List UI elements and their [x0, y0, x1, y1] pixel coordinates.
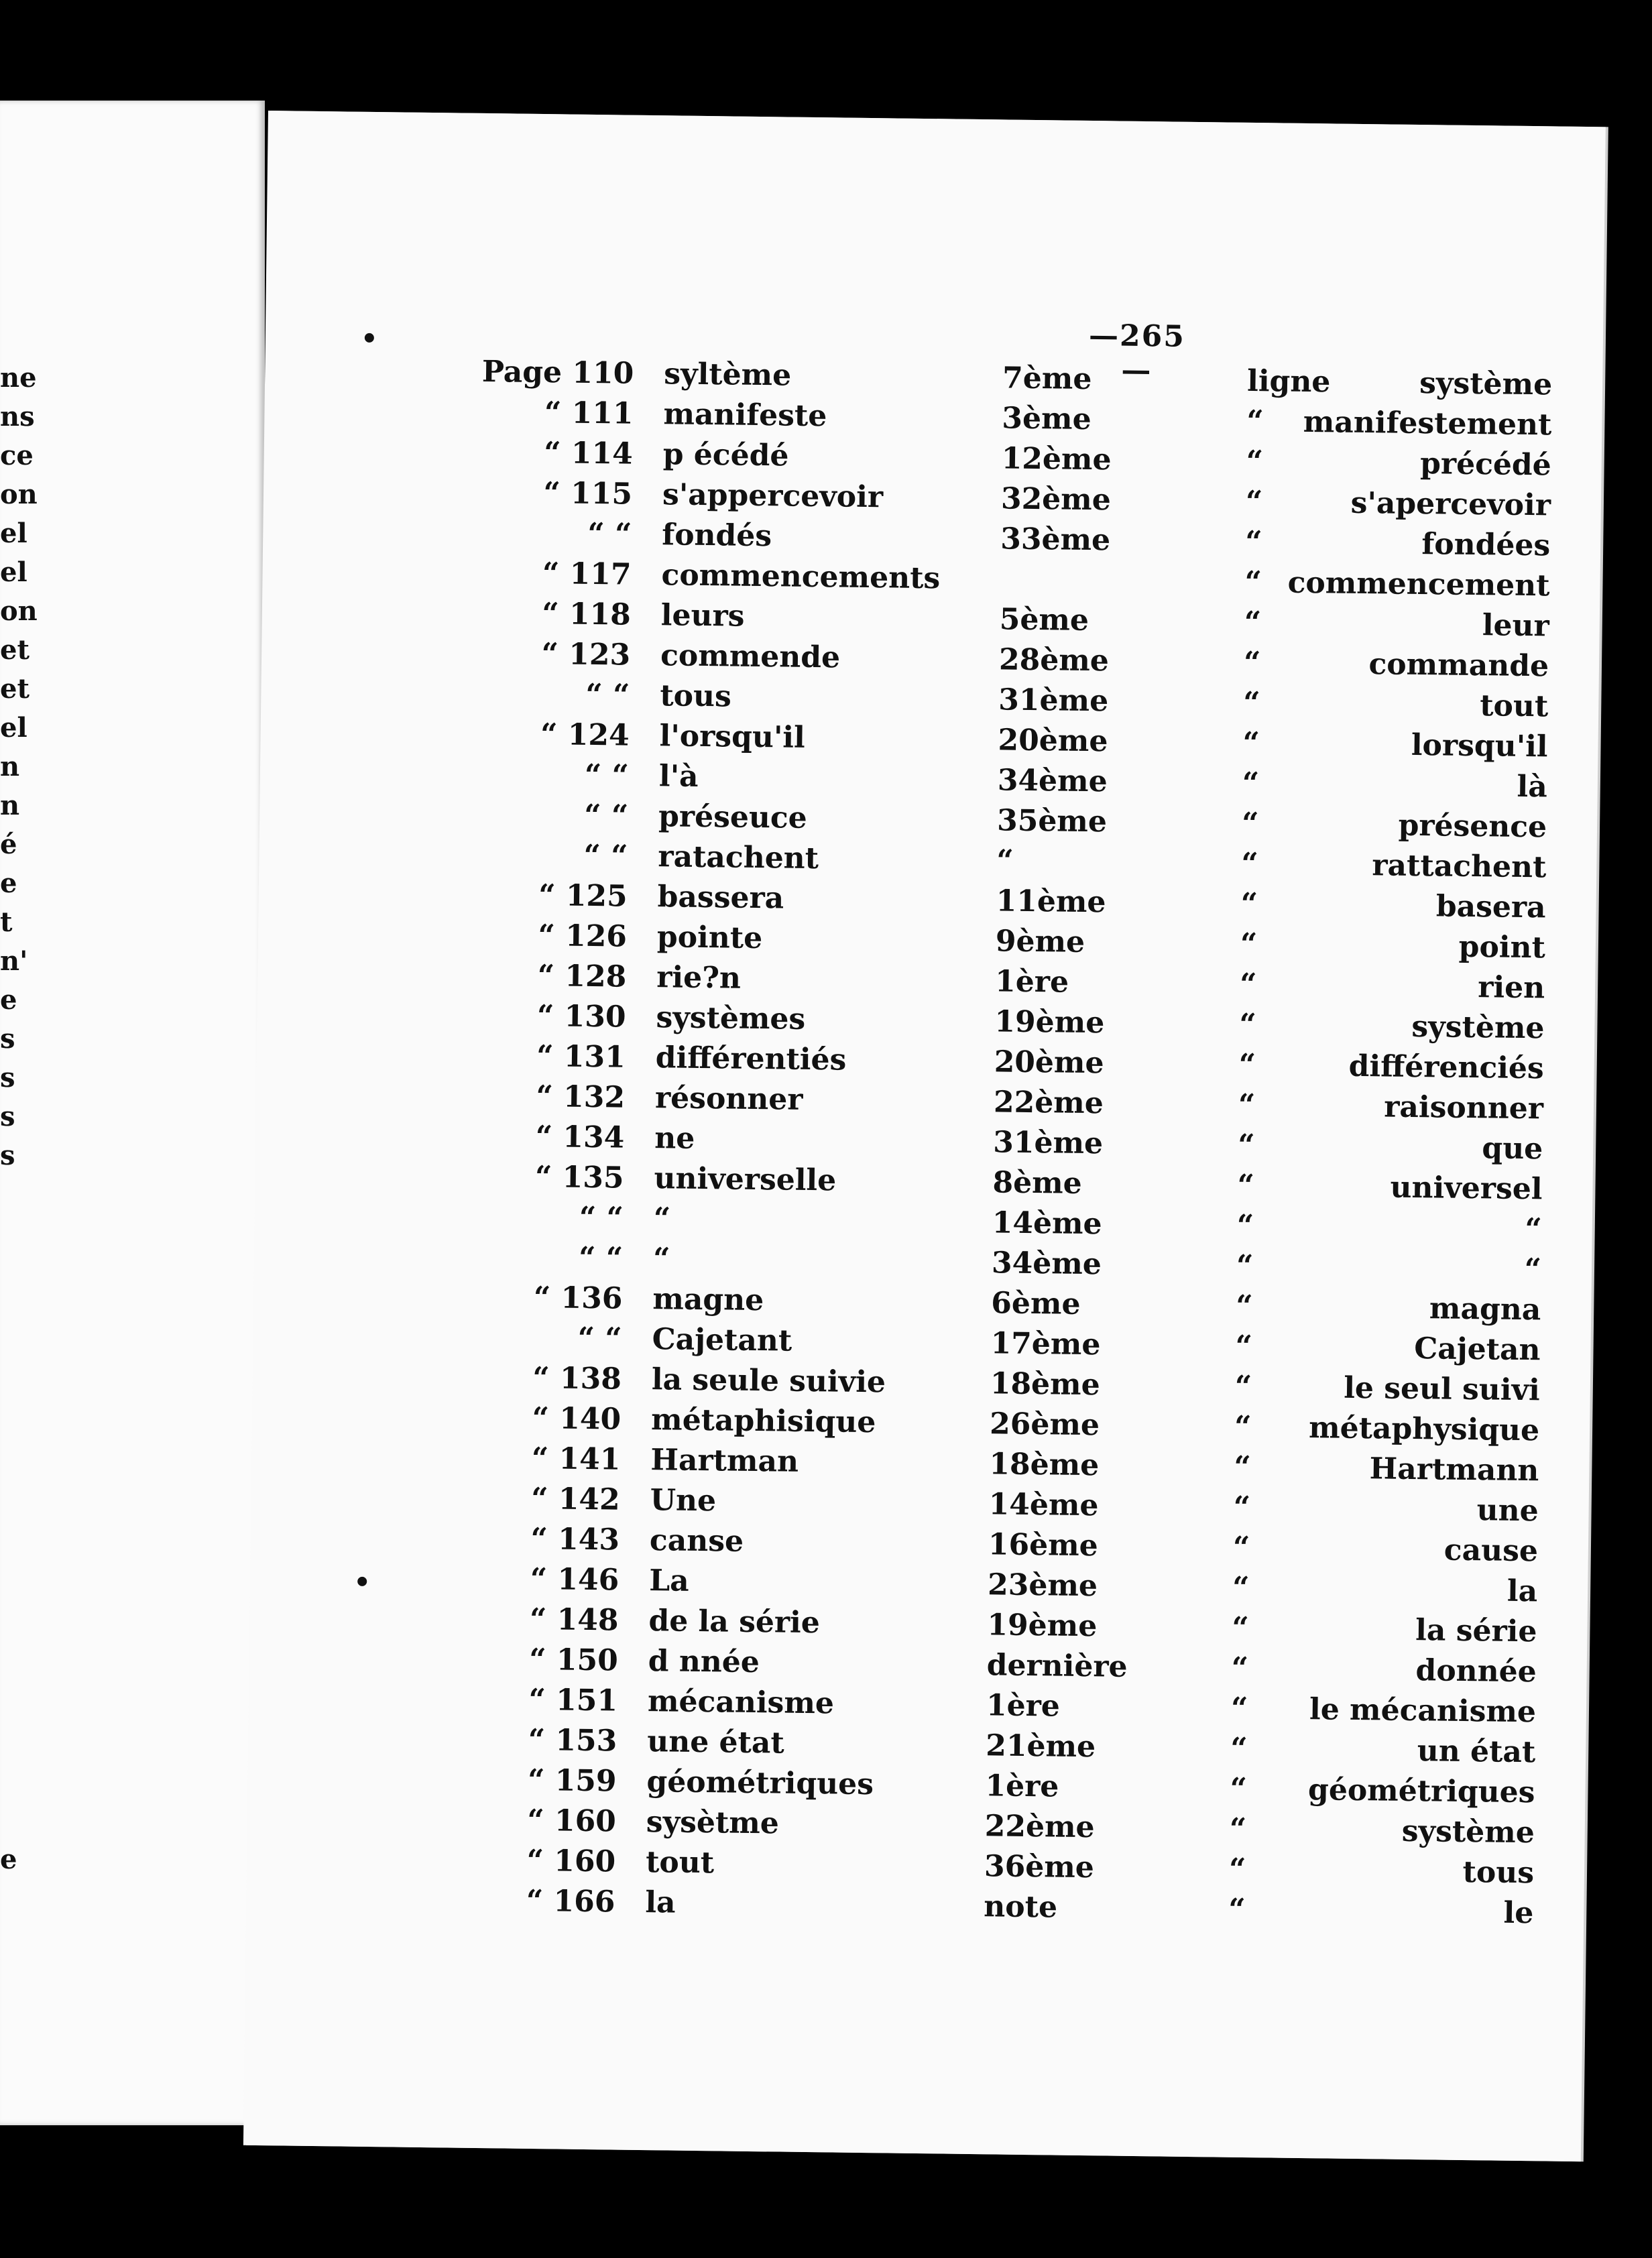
errata-correction: “	[1525, 1212, 1543, 1247]
errata-wrong-word: rie?n	[656, 960, 742, 996]
errata-line-position: 16ème	[988, 1527, 1099, 1563]
errata-ligne-marker: “	[1232, 1530, 1250, 1565]
errata-line-position: 6ème	[991, 1286, 1081, 1321]
errata-line-position: 22ème	[993, 1085, 1104, 1121]
errata-page-ref: “ 143	[530, 1521, 620, 1557]
errata-page-ref: “ 128	[537, 959, 627, 994]
errata-correction: la série	[1415, 1613, 1537, 1649]
errata-page-ref: “ 130	[536, 999, 626, 1034]
errata-correction: un état	[1417, 1734, 1536, 1770]
errata-page-ref: Page 110	[481, 354, 634, 391]
errata-line-position: 11ème	[996, 884, 1106, 920]
errata-correction: rattachent	[1372, 848, 1547, 885]
errata-page-ref: “ “	[579, 1200, 624, 1236]
errata-correction: système	[1401, 1814, 1535, 1850]
errata-page-ref: “ 153	[528, 1722, 617, 1759]
errata-page-ref: “ 114	[543, 436, 634, 471]
errata-correction: le	[1503, 1895, 1534, 1931]
errata-correction: “	[1524, 1252, 1542, 1287]
errata-wrong-word: mécanisme	[647, 1684, 835, 1721]
errata-page-ref: “ “	[585, 677, 630, 713]
errata-ligne-marker: “	[1231, 1651, 1249, 1686]
errata-page-ref: “ 142	[530, 1481, 621, 1517]
errata-line-position: note	[984, 1889, 1058, 1925]
errata-wrong-word: ratachent	[658, 839, 819, 876]
errata-ligne-marker: “	[1237, 1168, 1255, 1203]
left-page-fragment: s	[0, 1023, 15, 1055]
errata-page-ref: “ 148	[529, 1602, 619, 1638]
errata-line-position: 19ème	[987, 1608, 1098, 1644]
errata-page-ref: “ 166	[526, 1883, 615, 1919]
errata-wrong-word: Hartman	[650, 1443, 799, 1479]
left-page-fragment: el	[0, 518, 27, 549]
errata-line-position: 1ère	[986, 1688, 1061, 1724]
errata-ligne-marker: “	[1234, 1409, 1252, 1445]
errata-wrong-word: universelle	[654, 1161, 837, 1198]
left-page-fragment: on	[0, 479, 38, 510]
errata-wrong-word: fondés	[662, 518, 772, 554]
errata-wrong-word: s'appercevoir	[662, 477, 884, 515]
left-page-fragment: ce	[0, 440, 34, 471]
errata-correction: une	[1476, 1493, 1539, 1529]
errata-ligne-marker: “	[1245, 484, 1263, 520]
left-page-fragment: ns	[0, 401, 35, 432]
errata-correction: géométriques	[1307, 1773, 1535, 1810]
errata-correction: tous	[1462, 1854, 1535, 1891]
errata-page-ref: “ “	[583, 798, 629, 833]
errata-ligne-marker: ligne	[1246, 363, 1331, 400]
errata-line-position: 21ème	[985, 1728, 1096, 1765]
errata-correction: Hartmann	[1369, 1451, 1539, 1488]
errata-ligne-marker: “	[1236, 1208, 1254, 1244]
errata-page-ref: “ 132	[536, 1079, 626, 1115]
margin-dot	[357, 1577, 367, 1586]
errata-line-position: “	[996, 843, 1014, 878]
errata-correction: rien	[1477, 970, 1545, 1006]
errata-page-ref: “ 126	[538, 918, 628, 954]
errata-line-position: 31ème	[992, 1125, 1104, 1161]
errata-correction: commencement	[1287, 565, 1550, 603]
left-page-fragment: et	[0, 634, 30, 666]
errata-wrong-word: ne	[654, 1121, 695, 1156]
errata-page-ref: “ 141	[531, 1441, 621, 1477]
errata-line-position: 18ème	[990, 1366, 1100, 1403]
errata-wrong-word: Cajetant	[652, 1322, 792, 1358]
errata-ligne-marker: “	[1230, 1691, 1248, 1726]
errata-ligne-marker: “	[1240, 927, 1258, 962]
errata-ligne-marker: “	[1243, 645, 1261, 680]
errata-page-ref: “ 134	[535, 1119, 625, 1155]
errata-page-ref: “ 160	[527, 1803, 617, 1839]
errata-line-position: 20ème	[994, 1045, 1104, 1081]
errata-wrong-word: sysètme	[646, 1805, 780, 1841]
errata-ligne-marker: “	[1237, 1128, 1255, 1163]
errata-ligne-marker: “	[1246, 444, 1264, 479]
errata-page-ref: “ 151	[528, 1682, 618, 1718]
errata-ligne-marker: “	[1230, 1771, 1248, 1807]
errata-ligne-marker: “	[1228, 1852, 1246, 1887]
errata-ligne-marker: “	[1244, 605, 1262, 640]
left-page-fragment: n	[0, 790, 20, 821]
errata-wrong-word: géométriques	[646, 1765, 874, 1802]
errata-line-position: 9ème	[995, 924, 1085, 959]
errata-page-ref: “ “	[578, 1240, 624, 1276]
errata-line-position: 20ème	[998, 723, 1108, 759]
errata-line-position: 14ème	[988, 1487, 1099, 1523]
errata-wrong-word: manifeste	[663, 397, 827, 434]
errata-line-position: 33ème	[1000, 522, 1111, 558]
errata-line-position: 23ème	[987, 1567, 1098, 1604]
left-page-fragment: el	[0, 712, 27, 744]
errata-wrong-word: l'orsqu'il	[659, 719, 806, 755]
errata-ligne-marker: “	[1239, 1007, 1257, 1043]
errata-ligne-marker: “	[1236, 1248, 1254, 1284]
errata-page-ref: “ 115	[543, 476, 633, 512]
errata-wrong-word: pointe	[656, 920, 763, 956]
left-page-fragment: s	[0, 1101, 15, 1132]
errata-page-ref: “ 125	[538, 878, 628, 914]
errata-wrong-word: différentiés	[655, 1041, 847, 1077]
errata-line-position: 28ème	[998, 642, 1110, 678]
errata-ligne-marker: “	[1243, 685, 1260, 721]
errata-page-ref: “ 118	[542, 597, 632, 632]
errata-line-position: 32ème	[1000, 481, 1112, 518]
errata-ligne-marker: “	[1229, 1811, 1247, 1847]
errata-wrong-word: bassera	[657, 880, 784, 916]
errata-ligne-marker: “	[1233, 1490, 1251, 1525]
errata-correction: le mécanisme	[1309, 1692, 1537, 1730]
errata-page-ref: “ 138	[532, 1360, 622, 1397]
errata-page-ref: “ 124	[540, 717, 630, 753]
right-page	[243, 111, 1606, 2161]
left-page-fragment: s	[0, 1140, 15, 1171]
errata-correction: manifestement	[1303, 404, 1552, 442]
errata-ligne-marker: “	[1240, 886, 1258, 922]
errata-line-position: 3ème	[1002, 401, 1092, 437]
errata-wrong-word: tous	[660, 678, 732, 714]
errata-wrong-word: métaphisique	[650, 1403, 876, 1440]
errata-line-position: 22ème	[984, 1809, 1095, 1845]
errata-page-ref: “ “	[577, 1321, 622, 1356]
errata-correction: Cajetan	[1413, 1331, 1541, 1368]
errata-wrong-word: commende	[660, 638, 841, 675]
errata-wrong-word: de la série	[648, 1604, 821, 1641]
errata-page-ref: “ 135	[534, 1159, 624, 1195]
errata-ligne-marker: “	[1232, 1610, 1250, 1646]
errata-wrong-word: résonner	[654, 1081, 803, 1117]
errata-page-ref: “ 146	[530, 1561, 620, 1598]
errata-line-position: 34ème	[997, 763, 1108, 799]
errata-line-position: 1ère	[985, 1769, 1059, 1804]
errata-wrong-word: La	[648, 1563, 690, 1598]
errata-correction: précédé	[1419, 447, 1551, 483]
errata-correction: différenciés	[1348, 1049, 1544, 1086]
errata-page-ref: “ 150	[529, 1642, 619, 1678]
left-page-fragment: s	[0, 1062, 15, 1093]
errata-correction: fondées	[1421, 527, 1551, 563]
errata-correction: métaphysique	[1308, 1411, 1540, 1448]
errata-page-ref: “ 136	[533, 1280, 623, 1316]
errata-correction: que	[1482, 1131, 1543, 1167]
errata-line-position: 31ème	[998, 682, 1109, 719]
errata-ligne-marker: “	[1232, 1570, 1250, 1606]
margin-dot	[365, 333, 374, 343]
errata-line-position: 14ème	[992, 1205, 1102, 1242]
errata-wrong-word: “	[652, 1242, 670, 1276]
errata-page-ref: “ “	[587, 516, 632, 552]
errata-wrong-word: préseuce	[658, 799, 807, 835]
errata-line-position: 8ème	[992, 1165, 1083, 1201]
errata-page-ref: “ 123	[541, 637, 631, 672]
errata-line-position: 34ème	[991, 1246, 1102, 1282]
errata-correction: magna	[1429, 1291, 1541, 1327]
left-page-fragment: n'	[0, 945, 28, 977]
left-page-fragment: ne	[0, 362, 37, 394]
errata-ligne-marker: “	[1236, 1289, 1253, 1324]
errata-wrong-word: leurs	[660, 598, 745, 634]
errata-page-ref: “ 140	[532, 1401, 622, 1437]
errata-line-position: 35ème	[996, 803, 1108, 839]
errata-line-position: 26ème	[989, 1407, 1100, 1443]
errata-wrong-word: “	[653, 1201, 671, 1236]
errata-line-position: dernière	[986, 1648, 1128, 1684]
errata-ligne-marker: “	[1234, 1449, 1252, 1485]
left-page-fragment: e	[0, 1844, 17, 1875]
errata-wrong-word: tout	[645, 1845, 715, 1881]
errata-line-position: 7ème	[1002, 361, 1092, 397]
errata-wrong-word: p écédé	[662, 437, 789, 473]
errata-correction: la	[1507, 1573, 1538, 1609]
left-page-fragment: on	[0, 595, 38, 627]
errata-wrong-word: une état	[647, 1724, 785, 1761]
errata-wrong-word: systèmes	[656, 1000, 806, 1036]
left-page	[0, 101, 265, 2125]
errata-wrong-word: syltème	[663, 357, 792, 393]
errata-ligne-marker: “	[1244, 524, 1262, 560]
errata-line-position: 17ème	[990, 1326, 1101, 1362]
errata-page-ref: “ 159	[527, 1763, 617, 1799]
errata-correction: point	[1458, 929, 1546, 965]
errata-correction: là	[1517, 769, 1548, 805]
errata-wrong-word: l'à	[658, 759, 699, 794]
errata-wrong-word: commencements	[661, 558, 941, 596]
errata-line-position: 12ème	[1001, 441, 1112, 477]
errata-ligne-marker: “	[1228, 1892, 1246, 1927]
errata-correction: donnée	[1415, 1653, 1537, 1689]
left-page-fragment: é	[0, 829, 17, 860]
errata-ligne-marker: “	[1242, 725, 1260, 761]
errata-page-ref: “ 160	[526, 1843, 616, 1879]
errata-ligne-marker: “	[1238, 1087, 1256, 1123]
errata-ligne-marker: “	[1246, 404, 1264, 439]
errata-ligne-marker: “	[1241, 846, 1259, 882]
errata-ligne-marker: “	[1242, 766, 1260, 801]
errata-wrong-word: canse	[649, 1523, 744, 1559]
left-page-fragment: t	[0, 906, 13, 938]
left-page-fragment: e	[0, 868, 17, 899]
errata-ligne-marker: “	[1239, 967, 1257, 1002]
left-page-fragment: n	[0, 751, 20, 782]
errata-wrong-word: Une	[650, 1483, 717, 1519]
errata-correction: leur	[1482, 608, 1550, 644]
errata-wrong-word: la seule suivie	[651, 1362, 886, 1400]
left-page-fragment: e	[0, 984, 17, 1016]
errata-correction: s'apercevoir	[1350, 485, 1551, 523]
errata-ligne-marker: “	[1234, 1369, 1252, 1405]
errata-correction: universel	[1390, 1170, 1543, 1207]
left-page-fragment: el	[0, 556, 27, 588]
errata-correction: tout	[1479, 689, 1549, 724]
errata-line-position: 36ème	[984, 1849, 1095, 1885]
errata-page-ref: “ 111	[544, 396, 634, 431]
errata-correction: commande	[1368, 647, 1549, 684]
errata-page-ref: “ 131	[536, 1038, 626, 1075]
errata-ligne-marker: “	[1235, 1329, 1253, 1364]
errata-ligne-marker: “	[1238, 1047, 1256, 1083]
errata-wrong-word: d nnée	[648, 1644, 760, 1680]
errata-page-ref: “ 117	[542, 556, 632, 592]
errata-wrong-word: magne	[652, 1282, 764, 1318]
errata-line-position: 19ème	[994, 1004, 1105, 1041]
errata-correction: système	[1411, 1009, 1545, 1046]
errata-correction: présence	[1398, 808, 1547, 845]
errata-line-position: 5ème	[999, 602, 1089, 638]
errata-ligne-marker: “	[1230, 1731, 1248, 1767]
errata-correction: cause	[1443, 1533, 1539, 1569]
errata-correction: système	[1419, 366, 1553, 402]
errata-correction: basera	[1435, 889, 1546, 925]
errata-correction: lorsqu'il	[1411, 727, 1548, 764]
errata-ligne-marker: “	[1241, 806, 1259, 841]
left-page-fragment: et	[0, 673, 30, 705]
errata-ligne-marker: “	[1244, 564, 1262, 600]
errata-line-position: 18ème	[989, 1447, 1100, 1483]
errata-wrong-word: la	[645, 1885, 676, 1920]
errata-page-ref: “ “	[584, 758, 630, 793]
errata-line-position: 1ère	[994, 964, 1069, 1000]
errata-page-ref: “ “	[583, 838, 628, 874]
page-number: —265 —	[1088, 318, 1186, 388]
errata-correction: le seul suivi	[1343, 1370, 1541, 1408]
errata-correction: raisonner	[1383, 1089, 1544, 1126]
